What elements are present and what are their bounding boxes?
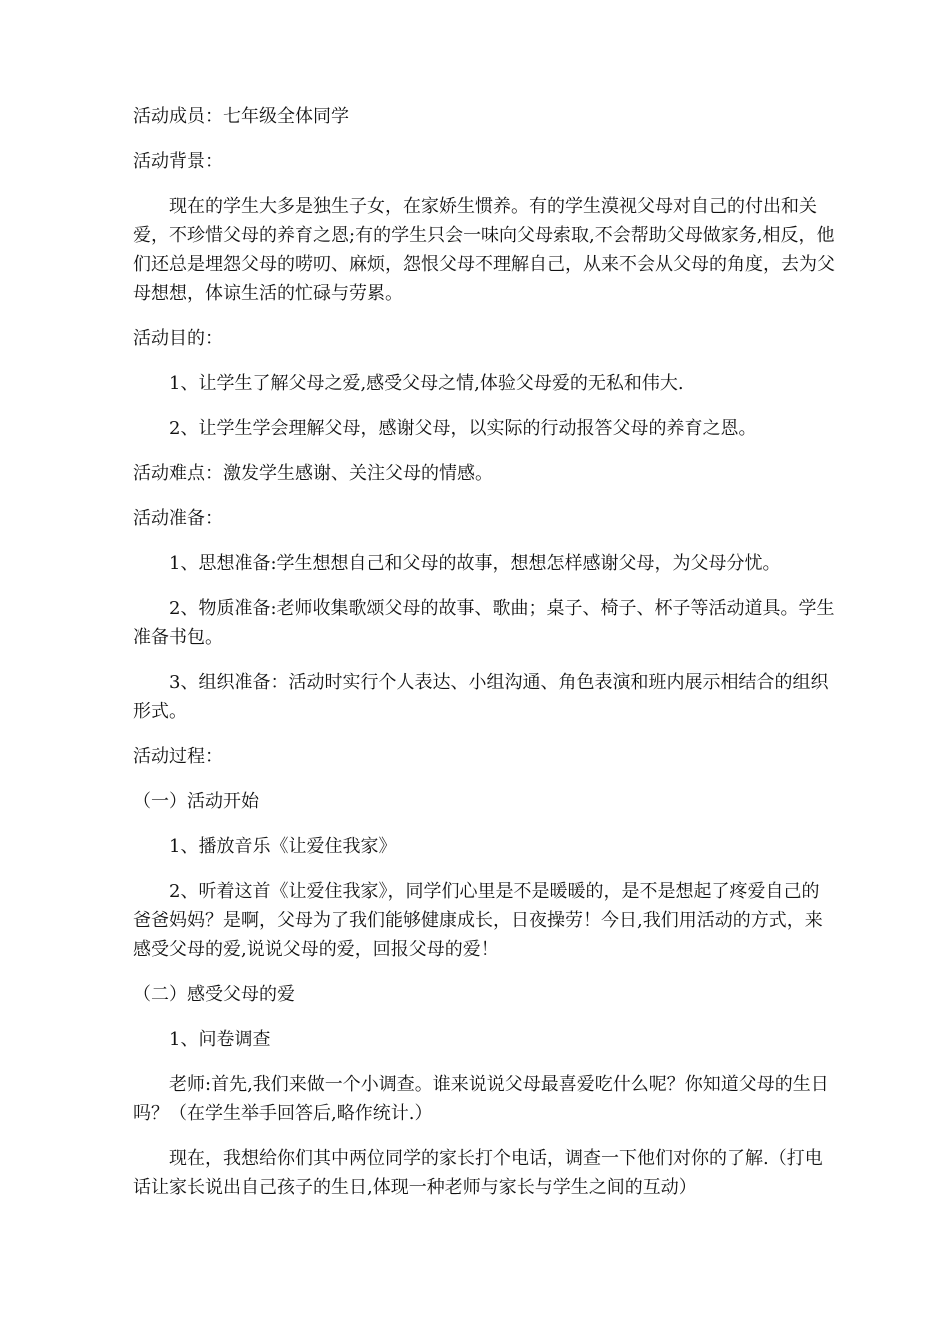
- process-heading: 活动过程：: [133, 746, 223, 767]
- step-1-2: 2、听着这首《让爱住我家》，同学们心里是不是暖暖的，是不是想起了疼爱自己的爸爸妈妈？是啊，父母为了我们能够健康成长，日夜操劳！今日,我们用活动的方式，来感受父母的爱,说说父母的爱，回报父母的爱！: [133, 881, 823, 960]
- document-body: [133, 102, 837, 1202]
- prep-item-1: 1、思想准备:学生想想自己和父母的故事，想想怎样感谢父母，为父母分忧。: [169, 553, 781, 574]
- step-2-1: 1、问卷调查: [169, 1029, 271, 1050]
- prep-item-3: 3、组织准备：活动时实行个人表达、小组沟通、角色表演和班内展示相结合的组织形式。: [133, 672, 829, 722]
- members-line: 活动成员：七年级全体同学: [133, 106, 349, 127]
- goal-item-1: 1、让学生了解父母之爱,感受父母之情,体验父母爱的无私和伟大.: [169, 373, 684, 394]
- step-2-3: 现在，我想给你们其中两位同学的家长打个电话，调查一下他们对你的了解.（打电话让家长说出自己孩子的生日,体现一种老师与家长与学生之间的互动）: [133, 1148, 823, 1198]
- goal-item-2: 2、让学生学会理解父母，感谢父母，以实际的行动报答父母的养育之恩。: [169, 418, 757, 439]
- goals-heading: 活动目的：: [133, 328, 223, 349]
- step-1-1: 1、播放音乐《让爱住我家》: [169, 836, 397, 857]
- prep-heading: 活动准备：: [133, 508, 223, 529]
- section-heading-1: （一）活动开始: [133, 791, 259, 812]
- prep-item-2: 2、物质准备:老师收集歌颂父母的故事、歌曲；桌子、椅子、杯子等活动道具。学生准备书包。: [133, 598, 835, 648]
- step-2-2: 老师:首先,我们来做一个小调查。谁来说说父母最喜爱吃什么呢？你知道父母的生日吗？（在学生举手回答后,略作统计.）: [133, 1074, 829, 1124]
- difficulty-line: 活动难点：激发学生感谢、关注父母的情感。: [133, 463, 493, 484]
- background-heading: 活动背景：: [133, 151, 223, 172]
- background-paragraph: 现在的学生大多是独生子女，在家娇生惯养。有的学生漠视父母对自己的付出和关爱，不珍惜父母的养育之恩;有的学生只会一味向父母索取,不会帮助父母做家务,相反，他们还总是埋怨父母的唠叨、麻烦，怨恨父母不理解自己，从来不会从父母的角度，去为父母想想，体谅生活的忙碌与劳累。: [133, 196, 835, 304]
- section-heading-2: （二）感受父母的爱: [133, 984, 295, 1005]
